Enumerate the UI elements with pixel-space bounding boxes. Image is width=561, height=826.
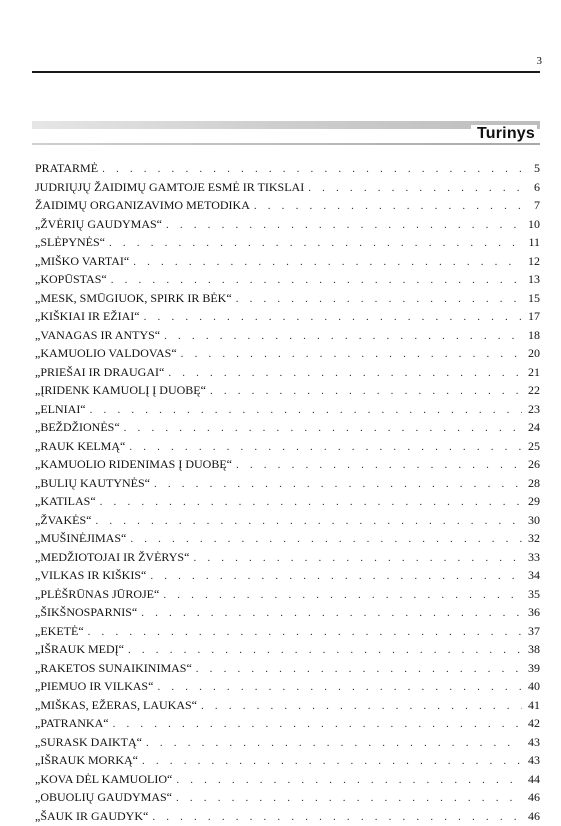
toc-entry-page: 46 [526,807,540,826]
toc-entry-title: „ĮRIDENK KAMUOLĮ Į DUOBĘ“ [35,381,206,400]
dot-leader [201,697,522,716]
toc-entry[interactable] [35,178,540,197]
dot-leader [144,308,522,327]
toc-entry-title: ŽAIDIMŲ ORGANIZAVIMO METODIKA [35,196,250,215]
dot-leader [210,382,522,401]
dot-leader [128,641,522,660]
toc-entry-title: „SURASK DAIKTĄ“ [35,733,142,752]
dot-leader [193,549,522,568]
dot-leader [129,438,522,457]
toc-entry-page: 40 [526,677,540,696]
toc-entry-page: 23 [526,400,540,419]
toc-entry-page: 30 [526,511,540,530]
toc-entry[interactable] [35,807,540,826]
toc-entry[interactable] [35,640,540,659]
toc-entry[interactable] [35,196,540,215]
dot-leader [111,271,522,290]
page-number: 3 [522,55,542,67]
toc-entry[interactable] [35,252,540,271]
dot-leader [157,678,522,697]
dot-leader [142,752,522,771]
toc-entry-page: 18 [526,326,540,345]
toc-entry-page: 39 [526,659,540,678]
toc-entry-title: „KIŠKIAI IR EŽIAI“ [35,307,140,326]
toc-entry[interactable] [35,585,540,604]
toc-entry[interactable] [35,770,540,789]
dot-leader [236,456,522,475]
toc-entry-title: „IŠRAUK MEDĮ“ [35,640,124,659]
toc-entry-title: JUDRIŲJŲ ŽAIDIMŲ GAMTOJE ESMĖ IR TIKSLAI [35,178,304,197]
dot-leader [100,493,522,512]
toc-entry-page: 25 [526,437,540,456]
toc-entry[interactable] [35,511,540,530]
toc-entry[interactable] [35,622,540,641]
toc-entry[interactable] [35,344,540,363]
toc-entry[interactable] [35,733,540,752]
toc-entry[interactable] [35,714,540,733]
toc-entry[interactable] [35,270,540,289]
toc-entry[interactable] [35,566,540,585]
toc-entry-title: „ŽVAKĖS“ [35,511,91,530]
toc-entry[interactable] [35,788,540,807]
toc-entry[interactable] [35,474,540,493]
dot-leader [154,475,522,494]
toc-entry-page: 34 [526,566,540,585]
toc-entry[interactable] [35,455,540,474]
section-header-band [32,121,540,145]
toc-entry-page: 41 [526,696,540,715]
toc-entry-title: „KATILAS“ [35,492,96,511]
toc-entry-page: 11 [526,233,540,252]
dot-leader [181,345,522,364]
toc-entry-page: 17 [526,307,540,326]
toc-entry-page: 28 [526,474,540,493]
band-top-stripe [32,121,540,129]
dot-leader [308,179,522,198]
toc-entry-title: PRATARMĖ [35,159,98,178]
dot-leader [130,530,522,549]
toc-entry-title: „MIŠKAS, EŽERAS, LAUKAS“ [35,696,197,715]
toc-entry-page: 22 [526,381,540,400]
toc-entry-page: 44 [526,770,540,789]
table-of-contents [35,159,540,825]
toc-entry[interactable] [35,437,540,456]
toc-entry-title: „MUŠINĖJIMAS“ [35,529,126,548]
dot-leader [176,789,522,808]
toc-entry-page: 10 [526,215,540,234]
toc-entry-page: 26 [526,455,540,474]
toc-entry[interactable] [35,381,540,400]
toc-entry-page: 43 [526,751,540,770]
toc-entry[interactable] [35,307,540,326]
toc-entry-title: „VILKAS IR KIŠKIS“ [35,566,146,585]
dot-leader [141,604,522,623]
toc-entry-page: 20 [526,344,540,363]
toc-entry-title: „MESK, SMŪGIUOK, SPIRK IR BĖK“ [35,289,232,308]
toc-entry[interactable] [35,677,540,696]
toc-entry-page: 5 [526,159,540,178]
toc-entry-title: „MEDŽIOTOJAI IR ŽVĖRYS“ [35,548,189,567]
toc-entry[interactable] [35,233,540,252]
toc-entry-title: „BEŽDŽIONĖS“ [35,418,120,437]
toc-entry[interactable] [35,603,540,622]
dot-leader [90,401,522,420]
toc-entry-title: „OBUOLIŲ GAUDYMAS“ [35,788,172,807]
toc-entry-title: „MIŠKO VARTAI“ [35,252,129,271]
dot-leader [236,290,522,309]
dot-leader [124,419,522,438]
dot-leader [152,808,522,826]
toc-entry[interactable] [35,529,540,548]
toc-entry-title: „KOPŪSTAS“ [35,270,107,289]
toc-entry-title: „ŽVĖRIŲ GAUDYMAS“ [35,215,162,234]
toc-entry-title: „PRIEŠAI IR DRAUGAI“ [35,363,164,382]
band-bottom-stripe [32,143,540,145]
dot-leader [113,715,522,734]
toc-entry[interactable] [35,492,540,511]
dot-leader [150,567,522,586]
toc-entry-page: 21 [526,363,540,382]
toc-entry-page: 37 [526,622,540,641]
toc-entry-page: 35 [526,585,540,604]
dot-leader [102,160,522,179]
toc-entry-title: „VANAGAS IR ANTYS“ [35,326,160,345]
toc-entry-title: „EKETĖ“ [35,622,84,641]
dot-leader [95,512,522,531]
toc-entry[interactable] [35,548,540,567]
toc-entry-page: 7 [526,196,540,215]
dot-leader [254,197,522,216]
toc-entry[interactable] [35,418,540,437]
toc-entry[interactable] [35,159,540,178]
toc-entry-page: 29 [526,492,540,511]
toc-entry[interactable] [35,751,540,770]
toc-entry[interactable] [35,659,540,678]
toc-entry-page: 38 [526,640,540,659]
dot-leader [163,586,522,605]
toc-entry-title: „RAKETOS SUNAIKINIMAS“ [35,659,192,678]
toc-entry-page: 43 [526,733,540,752]
dot-leader [109,234,522,253]
dot-leader [133,253,522,272]
dot-leader [196,660,522,679]
toc-entry-title: „PLĖŠRŪNAS JŪROJE“ [35,585,159,604]
toc-entry-title: „ELNIAI“ [35,400,86,419]
toc-title: Turinys [471,125,537,143]
toc-entry-page: 6 [526,178,540,197]
toc-entry[interactable] [35,215,540,234]
toc-entry-page: 46 [526,788,540,807]
toc-entry-page: 15 [526,289,540,308]
dot-leader [168,364,522,383]
toc-entry-page: 13 [526,270,540,289]
dot-leader [176,771,522,790]
toc-entry-title: „RAUK KELMĄ“ [35,437,125,456]
toc-entry-page: 33 [526,548,540,567]
dot-leader [164,327,522,346]
toc-entry-title: „IŠRAUK MORKĄ“ [35,751,138,770]
toc-entry[interactable] [35,400,540,419]
toc-entry-page: 42 [526,714,540,733]
toc-entry-page: 24 [526,418,540,437]
toc-entry-title: „SLĖPYNĖS“ [35,233,105,252]
toc-entry-title: „PATRANKA“ [35,714,109,733]
toc-entry-title: „PIEMUO IR VILKAS“ [35,677,153,696]
toc-entry-title: „KAMUOLIO VALDOVAS“ [35,344,177,363]
toc-entry-page: 32 [526,529,540,548]
dot-leader [146,734,522,753]
toc-entry-title: „KAMUOLIO RIDENIMAS Į DUOBĘ“ [35,455,232,474]
toc-entry-page: 36 [526,603,540,622]
toc-entry-title: „ŠIKŠNOSPARNIS“ [35,603,137,622]
toc-entry-page: 12 [526,252,540,271]
toc-entry-title: „ŠAUK IR GAUDYK“ [35,807,148,826]
toc-entry[interactable] [35,363,540,382]
toc-entry[interactable] [35,289,540,308]
toc-entry[interactable] [35,696,540,715]
toc-entry-title: „BULIŲ KAUTYNĖS“ [35,474,150,493]
toc-entry[interactable] [35,326,540,345]
dot-leader [166,216,522,235]
toc-entry-title: „KOVA DĖL KAMUOLIO“ [35,770,172,789]
header-rule [32,71,540,73]
dot-leader [88,623,522,642]
